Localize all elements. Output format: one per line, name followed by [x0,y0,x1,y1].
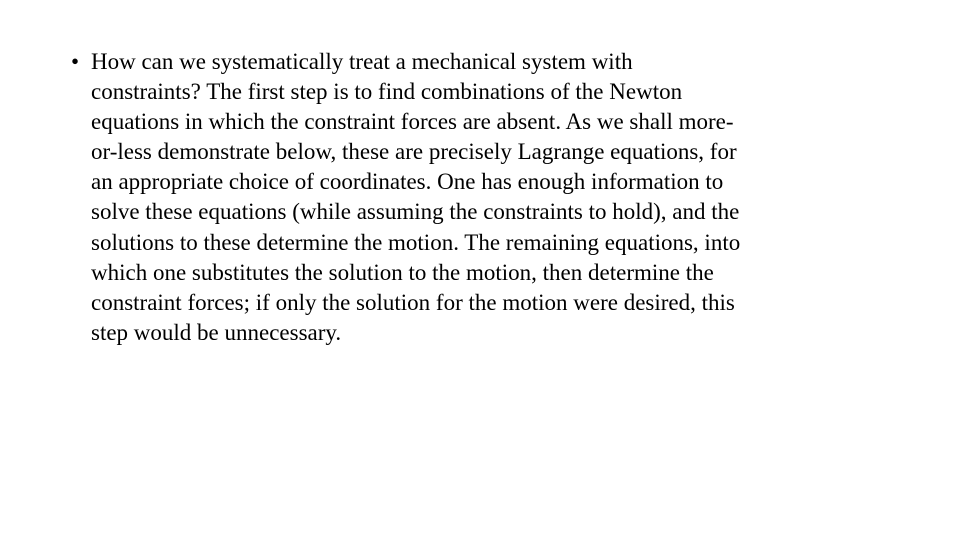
bullet-item [71,47,891,348]
paragraph-line-9: constraint forces; if only the solution for the motion were desired, this [91,289,735,315]
paragraph-line-5: an appropriate choice of coordinates. One has enough information to [91,169,724,195]
paragraph-line-2: constraints? The first step is to find combinations of the Newton [91,79,683,105]
paragraph-line-8: which one substitutes the solution to the motion, then determine the [91,259,714,285]
paragraph-line-1: How can we systematically treat a mechanical system with [91,49,633,74]
paragraph-line-7: solutions to these determine the motion. The remaining equations, into [91,229,741,255]
bullet-marker: • [71,49,80,74]
paragraph-line-4: or-less demonstrate below, these are precisely Lagrange equations, for [91,139,737,165]
paragraph-line-10: step would be unnecessary. [91,319,342,345]
paragraph-line-3: equations in which the constraint forces are absent. As we shall more- [91,109,734,135]
bullet-paragraph [91,47,740,348]
paragraph-line-6: solve these equations (while assuming the constraints to hold), and the [91,199,740,225]
